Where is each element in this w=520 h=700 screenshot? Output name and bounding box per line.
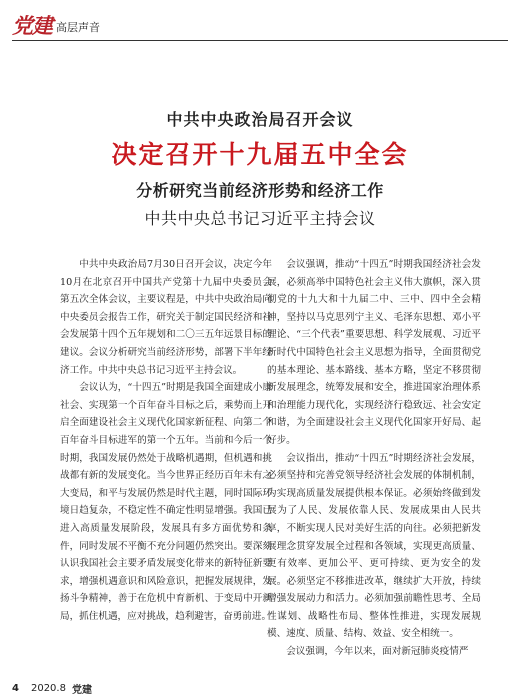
article-column-right	[267, 256, 481, 661]
paragraph: 会议强调，今年以来，面对新冠肺炎疫情严	[286, 646, 469, 658]
main-title: 决定召开十九届五中全会	[111, 140, 409, 169]
paragraph: 中共中央政治局7月30日召开会议，决定今年10月在北京召开中国共产党第十九届中央委员会第五次全体会议，主要议程是，中共中央政治局向中央委员会报告工作，研究关于制定国民经济和社会发展第十四个五年规划和二〇三五年远景目标的建议。会议分析研究当前经济形势，部署下半年经济工作。中共中央总书记习近平主持会议。	[60, 259, 272, 376]
paragraph: 会议认为，“十四五”时期是我国全面建成小康社会、实现第一个百年奋斗目标之后，乘势而上开启全面建设社会主义现代化国家新征程、向第二个百年奋斗目标进军的第一个五年。当前和今后一个时期，我国发展仍然处于战略机遇期，但机遇和挑战都有新的发展变化。当今世界正经历百年未有之大变局，和平与发展仍然是时代主题，同时国际环境日趋复杂，不稳定性不确定性明显增强。我国已进入高质量发展阶段，发展具有多方面优势和条件，同时发展不平衡不充分问题仍然突出。要深刻认识我国社会主要矛盾发展变化带来的新特征新要求，增强机遇意识和风险意识，把握发展规律，发扬斗争精神，善于在危机中育新机、于变局中开新局，抓住机遇，应对挑战，趋利避害，奋勇前进。	[60, 382, 272, 622]
header-divider	[12, 40, 508, 41]
issue-date: 2020.8	[30, 683, 66, 694]
pre-title: 中共中央政治局召开会议	[166, 110, 354, 129]
magazine-logo: 党建	[12, 13, 52, 38]
subtitle-economy: 分析研究当前经济形势和经济工作	[136, 181, 384, 200]
paragraph: 会议指出，推动“十四五”时期经济社会发展，必须坚持和完善党领导经济社会发展的体制机制，为实现高质量发展提供根本保证。必须始终做到发展为了人民、发展依靠人民、发展成果由人民共享，不断实现人民对美好生活的向往。必须把新发展理念贯穿发展全过程和各领域，实现更高质量、更有效率、更加公平、更可持续、更为安全的发展。必须坚定不移推进改革，继续扩大开放，持续增强发展动力和活力。必须加强前瞻性思考、全局性谋划、战略性布局、整体性推进，实现发展规模、速度、质量、结构、效益、安全相统一。	[267, 452, 481, 640]
footer-magazine-name: 党建	[71, 685, 92, 696]
article-column-left	[60, 256, 272, 625]
paragraph: 会议强调，推动“十四五”时期我国经济社会发展，必须高举中国特色社会主义伟大旗帜，深入贯彻党的十九大和十九届二中、三中、四中全会精神，坚持以马克思列宁主义、毛泽东思想、邓小平理论、“三个代表”重要思想、科学发展观、习近平新时代中国特色社会主义思想为指导，全面贯彻党的基本理论、基本路线、基本方略，坚定不移贯彻新发展理念，统筹发展和安全，推进国家治理体系和治理能力现代化，实现经济行稳致远、社会安定和谐，为全面建设社会主义现代化国家开好局、起好步。	[267, 259, 481, 446]
page-number: 4	[12, 683, 19, 694]
footer	[12, 681, 92, 696]
subtitle-chair: 中共中央总书记习近平主持会议	[144, 209, 376, 228]
header	[12, 8, 100, 38]
section-label: 高层声音	[56, 21, 100, 34]
